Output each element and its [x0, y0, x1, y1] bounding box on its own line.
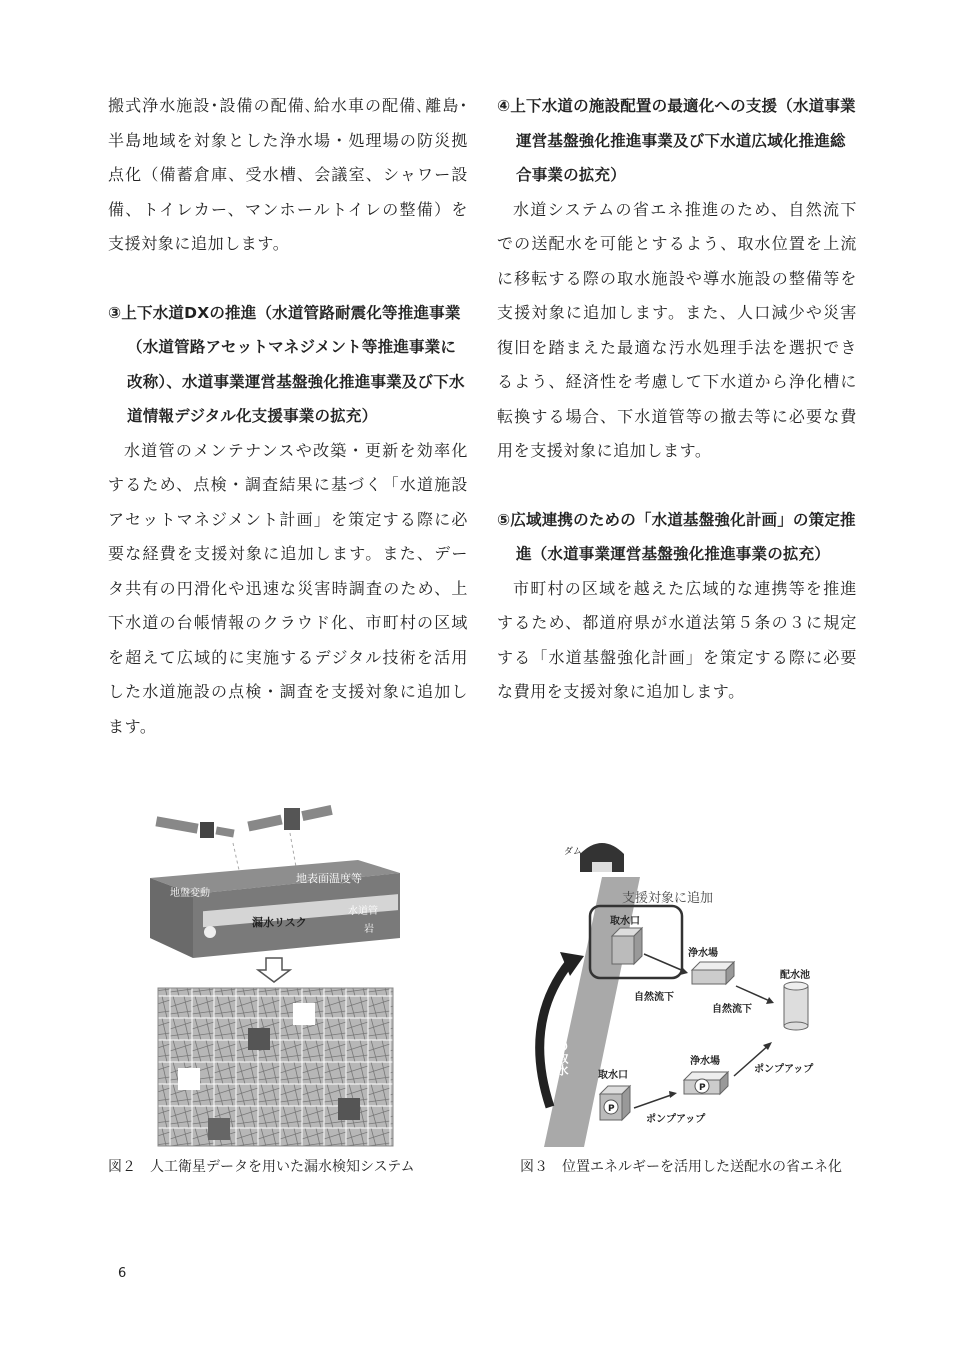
fig2-label-rock: 岩: [364, 924, 374, 935]
figure-3-energy-saving: [522, 832, 847, 1150]
purification-lower-icon: [684, 1072, 728, 1094]
distribution-reservoir-icon: [784, 982, 808, 1030]
fig3-label-support-added: 支援対象に追加: [622, 891, 714, 906]
figure-3-caption: 図３ 位置エネルギーを活用した送配水の省エネ化: [520, 1159, 842, 1175]
fig3-label-upstream-intake: 上流からの取水: [555, 992, 569, 1076]
fig3-label-purification-upper: 浄水場: [688, 948, 718, 959]
fig3-label-purification-lower: 浄水場: [690, 1056, 720, 1067]
satellite-icon: [247, 805, 332, 831]
fig2-label-surface-temp: 地表面温度等: [296, 872, 362, 885]
intake-lower-icon: [600, 1086, 630, 1120]
fig3-label-distribution-reservoir: 配水池: [780, 970, 810, 981]
section-heading-3: ③上下水道DXの推進（水道管路耐震化等推進事業（水道管路アセットマネジメント等推進事業に改称）、水道事業運営基盤強化推進事業及び下水道情報デジタル化支援事業の拡充）: [108, 303, 465, 425]
fig3-label-intake-lower: 取水口: [598, 1070, 628, 1081]
fig2-label-ground-change: 地盤変動: [170, 888, 210, 899]
down-arrow-icon: [258, 958, 290, 982]
paragraph-regional-cooperation: 市町村の区域を越えた広域的な連携等を推進するため、都道府県が水道法第５条の３に規定する「水道基盤強化計画」を策定する際に必要な費用を支援対象に追加します。: [497, 578, 857, 701]
fig3-label-pump-up-2: ポンプアップ: [754, 1064, 814, 1075]
fig3-pump-symbol-2: P: [699, 1083, 706, 1093]
fig3-label-upstream-intake-vertical: [555, 991, 569, 1077]
page-number: 6: [118, 1266, 127, 1281]
purification-upper-icon: [692, 962, 734, 984]
fig2-label-water-pipe: 水道管: [348, 906, 378, 917]
dam-icon: [580, 843, 624, 872]
fig2-label-leak-risk: 漏水リスク: [252, 916, 307, 929]
leak-risk-map: [158, 988, 393, 1146]
figure-2-caption: 図２ 人工衛星データを用いた漏水検知システム: [108, 1159, 415, 1175]
intake-upper-icon: [612, 928, 642, 964]
figure-2-leak-detection: [148, 798, 413, 1150]
satellite-icon: [155, 816, 234, 838]
section-heading-5: ⑤広域連携のための「水道基盤強化計画」の策定推進（水道事業運営基盤強化推進事業の拡充）: [497, 510, 856, 563]
section-heading-4: ④上下水道の施設配置の最適化への支援（水道事業運営基盤強化推進事業及び下水道広域化推進総合事業の拡充）: [497, 97, 856, 184]
fig3-label-natural-flow-2: 自然流下: [712, 1004, 752, 1015]
left-column: [108, 89, 468, 744]
fig3-label-dam: ダム: [564, 847, 583, 857]
fig3-label-pump-up-1: ポンプアップ: [646, 1114, 706, 1125]
paragraph-disaster-facilities: 搬式浄水施設･設備の配備､給水車の配備､離島･半島地域を対象とした浄水場・処理場の防災拠点化（備蓄倉庫、受水槽、会議室、シャワー設備、トイレカー、マンホールトイレの整備）を支援対象に追加します。: [108, 96, 468, 253]
fig3-label-natural-flow-1: 自然流下: [634, 992, 674, 1003]
paragraph-dx: 水道管のメンテナンスや改築・更新を効率化するため、点検・調査結果に基づく「水道施設アセットマネジメント計画」を策定する際に必要な経費を支援対象に追加します。また、データ共有の円滑化や迅速な災害時調査のため、上下水道の台帳情報のクラウド化、市町村の区域を超えて広域的に実施するデジタル技術を活用した水道施設の点検・調査を支援対象に追加します。: [108, 440, 468, 736]
fig3-label-intake-upper: 取水口: [610, 916, 640, 927]
paragraph-facility-placement: 水道システムの省エネ推進のため、自然流下での送配水を可能とするよう、取水位置を上流に移転する際の取水施設や導水施設の整備等を支援対象に追加します。また、人口減少や災害復旧を踏まえた最適な汚水処理手法を選択できるよう、経済性を考慮して下水道から浄化槽に転換する場合、下水道管等の撤去等に必要な費用を支援対象に追加します。: [497, 199, 857, 460]
right-column: [497, 89, 857, 710]
fig3-pump-symbol-1: P: [608, 1104, 615, 1114]
